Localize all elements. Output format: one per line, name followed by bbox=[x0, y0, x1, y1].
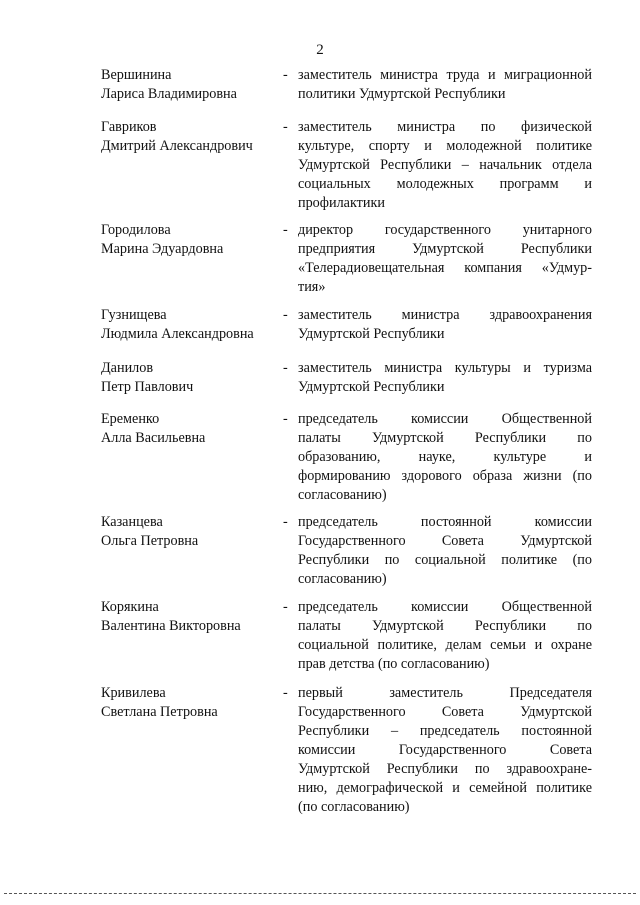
member-name bbox=[101, 598, 279, 636]
position-line: Удмуртской Республики по здравоохране- bbox=[298, 761, 592, 777]
member-position bbox=[298, 598, 592, 674]
member-name bbox=[101, 410, 279, 448]
given-names: Петр Павлович bbox=[101, 379, 194, 395]
position-line: социальной политике, делам семьи и охране bbox=[298, 637, 592, 653]
position-line: социальных молодежных программ и bbox=[298, 176, 592, 192]
member-name bbox=[101, 684, 279, 722]
position-line: первый заместитель Председателя bbox=[298, 685, 592, 701]
dash-separator: - bbox=[283, 67, 288, 83]
page-number: 2 bbox=[316, 42, 324, 58]
given-names: Людмила Александровна bbox=[101, 326, 254, 342]
position-line: председатель комиссии Общественной bbox=[298, 599, 592, 615]
position-line: профилактики bbox=[298, 195, 385, 211]
member-position bbox=[298, 118, 592, 213]
position-line: председатель комиссии Общественной bbox=[298, 411, 592, 427]
dash-separator: - bbox=[283, 360, 288, 376]
page-bottom-edge bbox=[4, 893, 636, 894]
position-line: Удмуртской Республики bbox=[298, 326, 445, 342]
surname: Корякина bbox=[101, 599, 159, 615]
given-names: Лариса Владимировна bbox=[101, 86, 237, 102]
member-name bbox=[101, 306, 279, 344]
surname: Данилов bbox=[101, 360, 154, 376]
position-line: заместитель министра культуры и туризма bbox=[298, 360, 592, 376]
position-line: (по согласованию) bbox=[298, 799, 410, 815]
position-line: заместитель министра по физической bbox=[298, 119, 592, 135]
member-position bbox=[298, 410, 592, 505]
position-line: Удмуртской Республики – начальник отдела bbox=[298, 157, 592, 173]
position-line: комиссии Государственного Совета bbox=[298, 742, 592, 758]
member-position bbox=[298, 359, 592, 397]
position-line: формированию здорового образа жизни (по bbox=[298, 468, 592, 484]
given-names: Ольга Петровна bbox=[101, 533, 199, 549]
given-names: Валентина Викторовна bbox=[101, 618, 241, 634]
position-line: директор государственного унитарного bbox=[298, 222, 592, 238]
position-line: Удмуртской Республики bbox=[298, 379, 445, 395]
given-names: Марина Эдуардовна bbox=[101, 241, 224, 257]
dash-separator: - bbox=[283, 307, 288, 323]
position-line: заместитель министра труда и миграционной bbox=[298, 67, 592, 83]
given-names: Дмитрий Александрович bbox=[101, 138, 253, 154]
surname: Городилова bbox=[101, 222, 171, 238]
position-line: предприятия Удмуртской Республики bbox=[298, 241, 592, 257]
position-line: Республики – председатель постоянной bbox=[298, 723, 592, 739]
member-position bbox=[298, 684, 592, 817]
dash-separator: - bbox=[283, 685, 288, 701]
position-line: палаты Удмуртской Республики по bbox=[298, 618, 592, 634]
position-line: палаты Удмуртской Республики по bbox=[298, 430, 592, 446]
dash-separator: - bbox=[283, 222, 288, 238]
surname: Гавриков bbox=[101, 119, 157, 135]
given-names: Светлана Петровна bbox=[101, 704, 218, 720]
member-name bbox=[101, 118, 279, 156]
dash-separator: - bbox=[283, 411, 288, 427]
position-line: нию, демографической и семейной политике bbox=[298, 780, 592, 796]
given-names: Алла Васильевна bbox=[101, 430, 206, 446]
dash-separator: - bbox=[283, 514, 288, 530]
position-line: председатель постоянной комиссии bbox=[298, 514, 592, 530]
position-line: согласованию) bbox=[298, 487, 387, 503]
position-line: культуре, спорту и молодежной политике bbox=[298, 138, 592, 154]
position-line: тия» bbox=[298, 279, 326, 295]
surname: Кривилева bbox=[101, 685, 166, 701]
surname: Гузнищева bbox=[101, 307, 167, 323]
member-position bbox=[298, 513, 592, 589]
dash-separator: - bbox=[283, 599, 288, 615]
member-name bbox=[101, 66, 279, 104]
member-name bbox=[101, 513, 279, 551]
member-position bbox=[298, 306, 592, 344]
position-line: прав детства (по согласованию) bbox=[298, 656, 490, 672]
member-name bbox=[101, 359, 279, 397]
member-position bbox=[298, 66, 592, 104]
position-line: «Телерадиовещательная компания «Удмур- bbox=[298, 260, 592, 276]
position-line: Государственного Совета Удмуртской bbox=[298, 533, 592, 549]
position-line: согласованию) bbox=[298, 571, 387, 587]
surname: Казанцева bbox=[101, 514, 163, 530]
position-line: Республики по социальной политике (по bbox=[298, 552, 592, 568]
position-line: заместитель министра здравоохранения bbox=[298, 307, 592, 323]
surname: Еременко bbox=[101, 411, 160, 427]
dash-separator: - bbox=[283, 119, 288, 135]
member-name bbox=[101, 221, 279, 259]
member-position bbox=[298, 221, 592, 297]
position-line: политики Удмуртской Республики bbox=[298, 86, 506, 102]
position-line: Государственного Совета Удмуртской bbox=[298, 704, 592, 720]
position-line: образованию, науке, культуре и bbox=[298, 449, 592, 465]
surname: Вершинина bbox=[101, 67, 172, 83]
